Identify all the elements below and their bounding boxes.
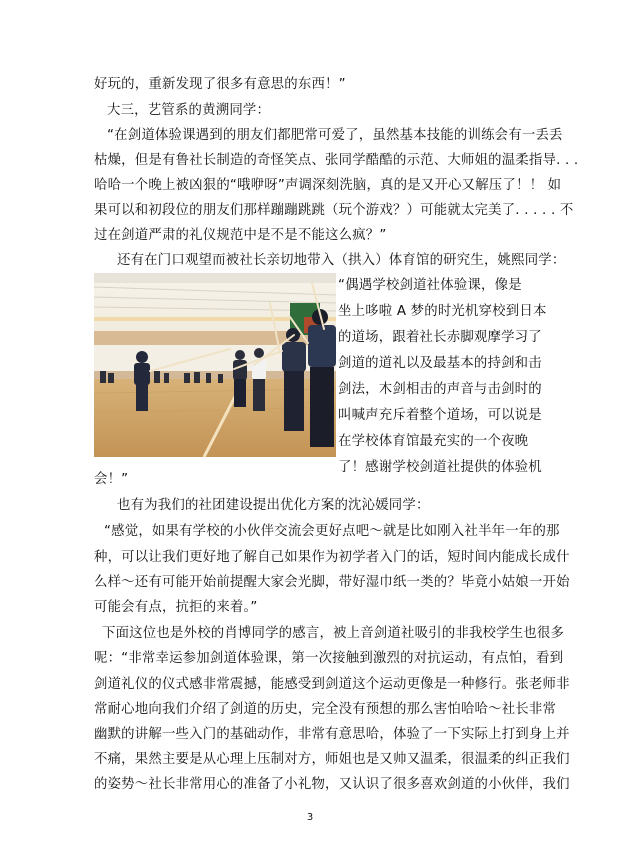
text-line: 坐上哆啦 A 梦的时光机穿校到日本	[338, 304, 547, 319]
text-line: 么样～还有可能开始前提醒大家会光脚，带好湿巾纸一类的？毕竟小姑娘一开始	[94, 575, 570, 590]
text-line: 可能会有点，抗拒的来着。”	[94, 600, 258, 615]
text-line: 剑道礼仪的仪式感非常震撼，能感受到剑道这个运动更像是一种修行。张老师非	[94, 677, 570, 692]
text-line: 会！”	[94, 472, 129, 487]
text-line: 枯燥，但是有鲁社长制造的奇怪笑点、张同学酷酷的示范、大师姐的温柔指导. . .	[94, 153, 579, 168]
text-line: 不痛，果然主要是从心理上压制对方，师姐也是又帅又温柔，很温柔的纠正我们	[94, 752, 570, 767]
text-line: 了！感谢学校剑道社提供的体验机	[338, 460, 542, 475]
text-line: 还有在门口观望而被社长亲切地带入（拱入）体育馆的研究生，姚熙同学：	[117, 253, 566, 268]
text-line: 种，可以让我们更好地了解自己如果作为初学者入门的话，短时间内能成长成什	[94, 550, 570, 565]
text-line: 下面这位也是外校的肖博同学的感言，被上音剑道社吸引的非我校学生也很多	[102, 626, 565, 641]
text-line: 常耐心地向我们介绍了剑道的历史，完全没有预想的那么害怕哈哈～社长非常	[94, 702, 557, 717]
text-line: “在剑道体验课遇到的朋友们都肥常可爱了，虽然基本技能的训练会有一丢丢	[107, 128, 563, 143]
text-line: 剑法，木剑相击的声音与击剑时的	[338, 382, 542, 397]
text-line: 大三，艺管系的黄溯同学：	[107, 103, 271, 118]
text-line: 呢：“非常幸运参加剑道体验课，第一次接触到激烈的对抗运动，有点怕，看到	[94, 651, 564, 666]
text-line: “偶遇学校剑道社体验课，像是	[338, 278, 522, 293]
text-line: 幽默的讲解一些入门的基础动作，非常有意思哈，体验了一下实际上打到身上并	[94, 727, 570, 742]
text-line: 好玩的，重新发现了很多有意思的东西！”	[94, 77, 346, 92]
text-line: 剑道的道礼以及最基本的持剑和击	[338, 356, 542, 371]
text-line: 也有为我们的社团建设提出优化方案的沈沁媛同学：	[117, 498, 430, 513]
text-line: 在学校体育馆最充实的一个夜晚	[338, 434, 529, 449]
text-line: 叫喊声充斥着整个道场，可以说是	[338, 408, 542, 423]
text-line: 的道场，跟着社长赤脚观摩学习了	[338, 330, 542, 345]
text-line: 的姿势～社长非常用心的准备了小礼物，又认识了很多喜欢剑道的小伙伴，我们	[94, 777, 570, 792]
text-line: 果可以和初段位的朋友们那样蹦蹦跳跳（玩个游戏？）可能就太完美了. . . . . 不	[94, 203, 574, 218]
page-number: 3	[306, 812, 314, 823]
text-line: 哈哈一个晚上被凶狠的“哦咿呀”声调深刻洗脑，真的是又开心又解压了！！ 如	[94, 178, 562, 193]
text-line: 过在剑道严肃的礼仪规范中是不是不能这么疯？”	[94, 228, 387, 243]
text-line: “感觉，如果有学校的小伙伴交流会更好点吧～就是比如刚入社半年一年的那	[104, 524, 560, 539]
kendo-practice-photo	[94, 273, 336, 457]
